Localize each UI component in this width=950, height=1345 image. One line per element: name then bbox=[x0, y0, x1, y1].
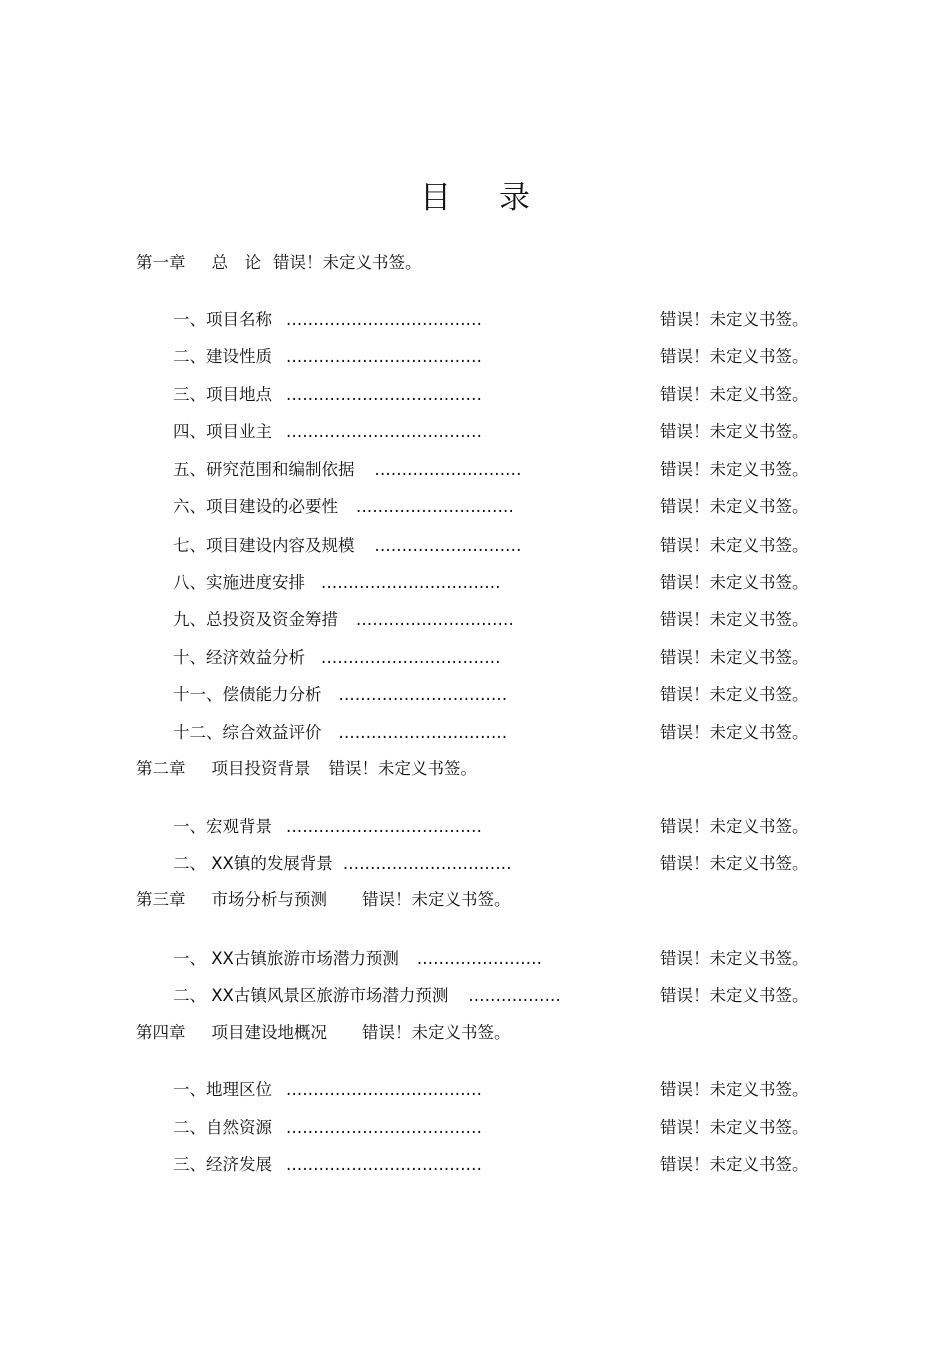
toc-entry-label: 八、实施进度安排 bbox=[173, 573, 305, 592]
chapter-heading[interactable] bbox=[136, 758, 477, 780]
toc-leader-dots: .................................... bbox=[286, 422, 483, 441]
chapter-number: 第一章 bbox=[136, 253, 186, 272]
toc-page-ref[interactable]: 错误！未定义书签。 bbox=[660, 310, 809, 329]
toc-page-ref[interactable]: 错误！未定义书签。 bbox=[660, 497, 809, 516]
chapter-title: 市场分析与预测 bbox=[211, 890, 327, 909]
toc-entry[interactable] bbox=[173, 459, 522, 481]
chapter-page-ref: 错误！未定义书签。 bbox=[362, 890, 511, 909]
toc-leader-dots: .................................... bbox=[286, 1080, 483, 1099]
toc-leader-dots: ............................... bbox=[342, 854, 512, 873]
toc-leader-dots: .................................... bbox=[286, 1155, 483, 1174]
toc-entry-label: 三、经济发展 bbox=[173, 1155, 272, 1174]
toc-leader-dots: ............................. bbox=[356, 497, 514, 516]
toc-entry-label: 二、 XX古镇风景区旅游市场潜力预测 bbox=[173, 986, 449, 1005]
toc-page-ref[interactable]: 错误！未定义书签。 bbox=[660, 685, 809, 704]
toc-title-char-2: 录 bbox=[499, 180, 530, 216]
toc-entry-label: 九、总投资及资金筹措 bbox=[173, 610, 338, 629]
chapter-page-ref: 错误！未定义书签。 bbox=[328, 759, 477, 778]
toc-page-ref[interactable]: 错误！未定义书签。 bbox=[660, 610, 809, 629]
toc-entry[interactable] bbox=[173, 572, 501, 594]
toc-page-ref[interactable]: 错误！未定义书签。 bbox=[660, 385, 809, 404]
chapter-title: 项目投资背景 bbox=[211, 759, 311, 778]
toc-entry[interactable] bbox=[173, 684, 507, 706]
chapter-number: 第三章 bbox=[136, 890, 186, 909]
chapter-number: 第二章 bbox=[136, 759, 186, 778]
chapter-title: 总 论 bbox=[211, 253, 261, 272]
toc-page-ref[interactable]: 错误！未定义书签。 bbox=[660, 817, 809, 836]
toc-leader-dots: ................. bbox=[468, 986, 561, 1005]
toc-entry[interactable] bbox=[173, 609, 514, 631]
chapter-number: 第四章 bbox=[136, 1023, 186, 1042]
chapter-page-ref: 错误！未定义书签。 bbox=[362, 1023, 511, 1042]
toc-entry-label: 二、 XX镇的发展背景 bbox=[173, 854, 333, 873]
toc-leader-dots: .................................... bbox=[286, 347, 483, 366]
toc-entry[interactable] bbox=[173, 421, 482, 443]
toc-page-ref[interactable]: 错误！未定义书签。 bbox=[660, 1155, 809, 1174]
toc-page-ref[interactable]: 错误！未定义书签。 bbox=[660, 854, 809, 873]
toc-leader-dots: ................................. bbox=[321, 573, 501, 592]
toc-leader-dots: .................................... bbox=[286, 1118, 483, 1137]
toc-page-ref[interactable]: 错误！未定义书签。 bbox=[660, 723, 809, 742]
toc-page-ref[interactable]: 错误！未定义书签。 bbox=[660, 1118, 809, 1137]
toc-entry[interactable] bbox=[173, 853, 512, 875]
toc-entry[interactable] bbox=[173, 1117, 482, 1139]
toc-leader-dots: ............................. bbox=[356, 610, 514, 629]
toc-entry-label: 四、项目业主 bbox=[173, 422, 272, 441]
toc-entry-label: 二、建设性质 bbox=[173, 347, 272, 366]
toc-entry[interactable] bbox=[173, 346, 482, 368]
toc-page-ref[interactable]: 错误！未定义书签。 bbox=[660, 347, 809, 366]
toc-page-ref[interactable]: 错误！未定义书签。 bbox=[660, 536, 809, 555]
toc-entry-label: 六、项目建设的必要性 bbox=[173, 497, 338, 516]
toc-entry-label: 一、项目名称 bbox=[173, 310, 272, 329]
chapter-page-ref: 错误！未定义书签。 bbox=[273, 253, 422, 272]
chapter-heading[interactable] bbox=[136, 889, 511, 911]
toc-leader-dots: ................................. bbox=[321, 648, 501, 667]
chapter-title: 项目建设地概况 bbox=[211, 1023, 327, 1042]
toc-leader-dots: ............................... bbox=[338, 685, 508, 704]
toc-entry[interactable] bbox=[173, 1079, 482, 1101]
toc-leader-dots: .................................... bbox=[286, 385, 483, 404]
toc-leader-dots: ....................... bbox=[416, 949, 543, 968]
toc-entry[interactable] bbox=[173, 1154, 482, 1176]
toc-entry[interactable] bbox=[173, 647, 501, 669]
toc-page-ref[interactable]: 错误！未定义书签。 bbox=[660, 986, 809, 1005]
toc-page-ref[interactable]: 错误！未定义书签。 bbox=[660, 949, 809, 968]
toc-entry-label: 十二、综合效益评价 bbox=[173, 723, 322, 742]
toc-page-ref[interactable]: 错误！未定义书签。 bbox=[660, 648, 809, 667]
toc-entry-label: 一、 XX古镇旅游市场潜力预测 bbox=[173, 949, 399, 968]
toc-page-ref[interactable]: 错误！未定义书签。 bbox=[660, 460, 809, 479]
toc-entry-label: 一、宏观背景 bbox=[173, 817, 272, 836]
toc-entry-label: 十、经济效益分析 bbox=[173, 648, 305, 667]
toc-leader-dots: .................................... bbox=[286, 817, 483, 836]
toc-entry-label: 七、项目建设内容及规模 bbox=[173, 536, 355, 555]
toc-page-ref[interactable]: 错误！未定义书签。 bbox=[660, 422, 809, 441]
toc-entry[interactable] bbox=[173, 948, 542, 970]
chapter-heading[interactable] bbox=[136, 1022, 511, 1044]
toc-entry-label: 五、研究范围和编制依据 bbox=[173, 460, 355, 479]
toc-page-ref[interactable]: 错误！未定义书签。 bbox=[660, 1080, 809, 1099]
toc-entry[interactable] bbox=[173, 309, 482, 331]
chapter-heading[interactable] bbox=[136, 252, 422, 274]
toc-entry-label: 三、项目地点 bbox=[173, 385, 272, 404]
toc-leader-dots: ............................... bbox=[338, 723, 508, 742]
toc-entry-label: 二、自然资源 bbox=[173, 1118, 272, 1137]
toc-entry[interactable] bbox=[173, 985, 561, 1007]
toc-entry[interactable] bbox=[173, 384, 482, 406]
toc-title-char-1: 目 bbox=[420, 180, 451, 216]
toc-entry-label: 十一、偿债能力分析 bbox=[173, 685, 322, 704]
toc-entry[interactable] bbox=[173, 816, 482, 838]
toc-leader-dots: .................................... bbox=[286, 310, 483, 329]
toc-leader-dots: ........................... bbox=[374, 536, 522, 555]
toc-entry-label: 一、地理区位 bbox=[173, 1080, 272, 1099]
toc-entry[interactable] bbox=[173, 496, 514, 518]
toc-leader-dots: ........................... bbox=[374, 460, 522, 479]
toc-page-ref[interactable]: 错误！未定义书签。 bbox=[660, 573, 809, 592]
toc-title bbox=[0, 172, 950, 217]
toc-entry[interactable] bbox=[173, 722, 507, 744]
toc-entry[interactable] bbox=[173, 535, 522, 557]
